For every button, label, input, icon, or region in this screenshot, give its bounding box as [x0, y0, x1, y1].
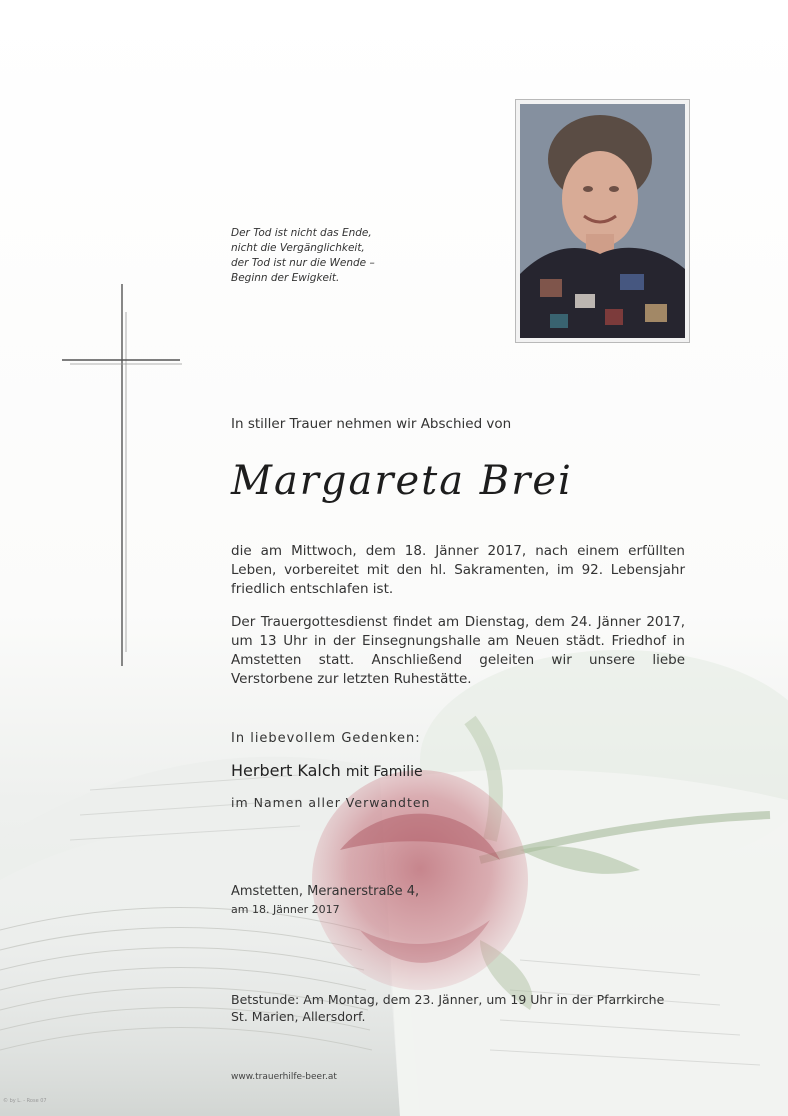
relatives-line: im Namen aller Verwandten	[231, 795, 431, 810]
family-signature	[231, 761, 651, 780]
death-notice-paragraph: die am Mittwoch, dem 18. Jänner 2017, nach einem erfüllten Leben, vorbereitet mit den hl. Sakramenten, im 92. Lebensjahr friedlich entschlafen ist.	[231, 543, 685, 597]
mourner-name: Herbert Kalch	[231, 761, 341, 780]
funeral-service-paragraph: Der Trauergottesdienst findet am Dienstag, dem 24. Jänner 2017, um 13 Uhr in der Einsegnungshalle am Neuen städt. Friedhof in Amstetten statt. Anschließend geleiten wir unsere liebe Verstorbene zur letzten Ruhestätte.	[231, 614, 685, 687]
template-code: © by L. - Rose 07	[3, 1098, 47, 1104]
place-address: Amstetten, Meranerstraße 4,	[231, 884, 420, 899]
mourner-suffix: mit Familie	[345, 764, 423, 780]
notice-date: am 18. Jänner 2017	[231, 903, 340, 916]
portrait-image	[520, 104, 685, 338]
farewell-intro: In stiller Trauer nehmen wir Abschied von	[231, 416, 512, 432]
funeral-service-website: www.trauerhilfe-beer.at	[231, 1072, 337, 1082]
memorial-quote: Der Tod ist nicht das Ende, nicht die Vergänglichkeit, der Tod ist nur die Wende – Beginn der Ewigkeit.	[231, 227, 375, 284]
deceased-name: Margareta Brei	[231, 458, 573, 504]
remembrance-heading: In liebevollem Gedenken:	[231, 731, 421, 746]
portrait-photo	[515, 99, 690, 343]
prayer-hour-notice: Betstunde: Am Montag, dem 23. Jänner, um 19 Uhr in der Pfarrkirche St. Marien, Allersdorf.	[231, 992, 665, 1024]
cross-icon	[60, 282, 184, 668]
